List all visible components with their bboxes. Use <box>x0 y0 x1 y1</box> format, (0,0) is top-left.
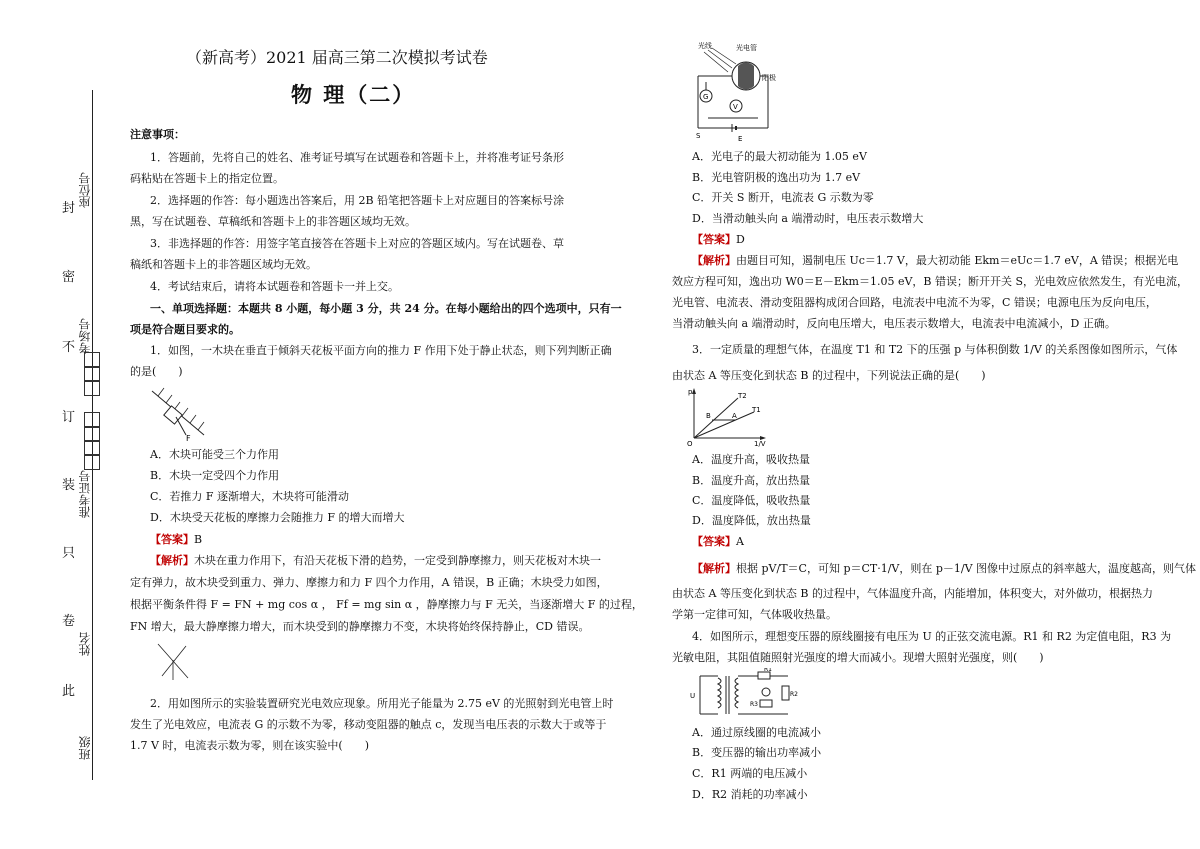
q3-option-a: A．温度升高，吸收热量 <box>692 453 810 466</box>
notice-heading: 注意事项： <box>130 128 185 141</box>
seal-char: 只 <box>62 546 76 561</box>
q1-answer <box>150 533 202 547</box>
q4-option-b: B．变压器的输出功率减小 <box>692 746 822 759</box>
seal-char: 此 <box>62 684 76 699</box>
q1-figure-incline-block <box>148 383 218 445</box>
q2-stem: 发生了光电效应，电流表 G 的示数不为零，移动变阻器的触点 c，发现当电压表的示数大于或等于 <box>130 718 607 731</box>
notice-line: 2．选择题的作答：每小题选出答案后，用 2B 铅笔把答题卡上对应题目的答案标号涂 <box>150 194 565 207</box>
analysis-tag: 【解析】 <box>150 554 194 567</box>
seal-char: 密 <box>62 270 76 285</box>
svg-text:p: p <box>688 388 693 396</box>
q1-option-b: B．木块一定受四个力作用 <box>150 469 280 482</box>
svg-text:V: V <box>733 103 738 111</box>
q1-stem: 的是( ) <box>130 365 183 378</box>
section-heading: 项是符合题目要求的。 <box>130 323 240 336</box>
analysis-text: 木块在重力作用下，有沿天花板下滑的趋势，一定受到静摩擦力，则天花板对木块一 <box>194 554 601 567</box>
q1-analysis-line: FN 增大，最大静摩擦力增大，而木块受到的静摩擦力不变，木块将始终保持静止，CD 错误。 <box>130 620 590 633</box>
answer-tag: 【答案】 <box>150 533 194 546</box>
q2-analysis-line <box>692 254 1178 268</box>
svg-text:R2: R2 <box>790 691 798 698</box>
svg-text:G: G <box>703 93 709 101</box>
q3-analysis-line <box>692 562 1196 576</box>
admission-number-label: 准考证号 <box>78 470 92 518</box>
svg-text:阳极: 阳极 <box>762 74 776 82</box>
q4-stem: 4．如图所示，理想变压器的原线圈接有电压为 U 的正弦交流电源。R1 和 R2 为定值电阻，R3 为 <box>692 630 1172 643</box>
q3-figure-p-1V-graph <box>686 386 768 448</box>
seal-char: 封 <box>62 201 76 216</box>
svg-text:T2: T2 <box>738 392 747 400</box>
answer-value: D <box>736 233 745 246</box>
svg-text:O: O <box>687 440 693 448</box>
q1-analysis-line: 定有弹力，故木块受到重力、弹力、摩擦力和力 F 四个力作用，A 错误，B 正确；木块受力如图， <box>130 576 608 589</box>
svg-text:E: E <box>738 135 743 143</box>
paper-title: （新高考）2021 届高三第二次模拟考试卷 <box>186 48 488 67</box>
q2-answer <box>692 233 745 247</box>
seal-char: 不 <box>62 340 76 355</box>
q1-figure-F-label: F <box>186 434 191 443</box>
svg-text:R1: R1 <box>764 668 772 673</box>
q3-option-c: C．温度降低，吸收热量 <box>692 494 811 507</box>
notice-line: 黑，写在试题卷、草稿纸和答题卡上的非答题区域均无效。 <box>130 215 416 228</box>
q3-analysis-line: 学第一定律可知，气体吸收热量。 <box>672 608 837 621</box>
q4-option-c: C．R1 两端的电压减小 <box>692 767 808 780</box>
q2-option-b: B．光电管阴极的逸出功为 1.7 eV <box>692 171 861 184</box>
q2-analysis-line: 当滑动触头向 a 端滑动时，反向电压增大，电压表示数增大，电流表中电流减小，D 正确。 <box>672 317 1116 330</box>
analysis-tag: 【解析】 <box>692 254 736 267</box>
svg-text:T1: T1 <box>752 406 761 414</box>
name-label: 姓名 <box>78 632 92 656</box>
q3-analysis-line: 由状态 A 等压变化到状态 B 的过程中，气体温度升高，内能增加，体积变大，对外做功，根据热力 <box>672 587 1154 600</box>
q4-option-d: D．R2 消耗的功率减小 <box>692 788 808 801</box>
binding-strip <box>0 0 120 849</box>
class-label: 班级 <box>78 736 92 760</box>
answer-value: B <box>194 533 203 546</box>
svg-text:U: U <box>690 692 696 700</box>
notice-line: 1．答题前，先将自己的姓名、准考证号填写在试题卷和答题卡上，并将准考证号条形 <box>150 151 564 164</box>
svg-text:光电管: 光电管 <box>736 44 757 52</box>
seal-char: 卷 <box>62 614 76 629</box>
svg-text:1/V: 1/V <box>754 440 766 448</box>
exam-room-label: 考场号 <box>78 318 92 354</box>
q1-stem: 1．如图，一木块在垂直于倾斜天花板平面方向的推力 F 作用下处于静止状态，则下列判断正确 <box>150 344 612 357</box>
q2-stem: 1.7 V 时，电流表示数为零，则在该实验中( ) <box>130 739 370 752</box>
q4-option-a: A．通过原线圈的电流减小 <box>692 726 821 739</box>
svg-text:A: A <box>732 412 737 420</box>
answer-tag: 【答案】 <box>692 233 736 246</box>
subject-title: 物 理（二） <box>291 82 416 107</box>
svg-text:S: S <box>696 132 701 140</box>
notice-line: 4．考试结束后，请将本试题卷和答题卡一并上交。 <box>150 280 399 293</box>
q1-option-d: D．木块受天花板的摩擦力会随推力 F 的增大而增大 <box>150 511 405 524</box>
q3-answer <box>692 535 744 549</box>
svg-text:R3: R3 <box>750 701 758 708</box>
q2-option-d: D．当滑动触头向 a 端滑动时，电压表示数增大 <box>692 212 924 225</box>
q4-figure-transformer-circuit <box>688 668 798 722</box>
q3-stem: 3．一定质量的理想气体，在温度 T1 和 T2 下的压强 p 与体积倒数 1/V 的关系图像如图所示，气体 <box>692 343 1178 356</box>
notice-line: 3．非选择题的作答：用签字笔直接答在答题卡上对应的答题区域内。写在试题卷、草 <box>150 237 564 250</box>
q2-option-c: C．开关 S 断开，电流表 G 示数为零 <box>692 191 874 204</box>
q2-figure-photoelectric-circuit <box>688 38 788 143</box>
svg-text:B: B <box>706 412 711 420</box>
notice-line: 稿纸和答题卡上的非答题区域均无效。 <box>130 258 317 271</box>
answer-value: A <box>736 535 744 548</box>
q1-option-c: C．若推力 F 逐渐增大，木块将可能滑动 <box>150 490 350 503</box>
q1-force-diagram <box>148 640 200 682</box>
answer-tag: 【答案】 <box>692 535 736 548</box>
q3-option-b: B．温度升高，放出热量 <box>692 474 811 487</box>
seal-char: 订 <box>62 410 76 425</box>
q2-analysis-line: 光电管、电流表、滑动变阻器构成闭合回路，电流表中电流不为零，C 错误；电源电压为反向电压， <box>672 296 1157 309</box>
analysis-text: 由题目可知，遏制电压 Uc＝1.7 V，最大初动能 Ekm＝eUc＝1.7 eV，A 错误；根据光电 <box>736 254 1179 267</box>
q4-stem: 光敏电阻，其阻值随照射光强度的增大而减小。现增大照射光强度，则( ) <box>672 651 1044 664</box>
seal-char: 装 <box>62 478 76 493</box>
q3-option-d: D．温度降低，放出热量 <box>692 514 811 527</box>
notice-line: 码粘贴在答题卡上的指定位置。 <box>130 172 284 185</box>
q2-option-a: A．光电子的最大初动能为 1.05 eV <box>692 150 867 163</box>
analysis-tag: 【解析】 <box>692 562 736 575</box>
q1-analysis-line: 根据平衡条件得 F = FN + mg cos α ， Ff = mg sin α ，静摩擦力与 F 无关，当逐渐增大 F 的过程， <box>130 598 643 611</box>
q2-stem: 2．用如图所示的实验装置研究光电效应现象。所用光子能量为 2.75 eV 的光照射到光电管上时 <box>150 697 614 710</box>
q1-analysis-line <box>150 554 601 568</box>
q1-option-a: A．木块可能受三个力作用 <box>150 448 279 461</box>
svg-text:光线: 光线 <box>698 42 712 50</box>
analysis-text: 根据 pV/T＝C，可知 p＝CT·1/V，则在 p－1/V 图像中过原点的斜率越大，温度越高，则气体 <box>736 562 1197 575</box>
q2-analysis-line: 效应方程可知，逸出功 W0＝E－Ekm＝1.05 eV，B 错误；断开开关 S，光电效应依然发生，有光电流， <box>672 275 1189 288</box>
section-heading: 一、单项选择题：本题共 8 小题，每小题 3 分，共 24 分。在每小题给出的四个选项中，只有一 <box>150 302 622 315</box>
q3-stem: 由状态 A 等压变化到状态 B 的过程中，下列说法正确的是( ) <box>672 369 986 382</box>
seat-number-label: 座位号 <box>78 172 92 208</box>
